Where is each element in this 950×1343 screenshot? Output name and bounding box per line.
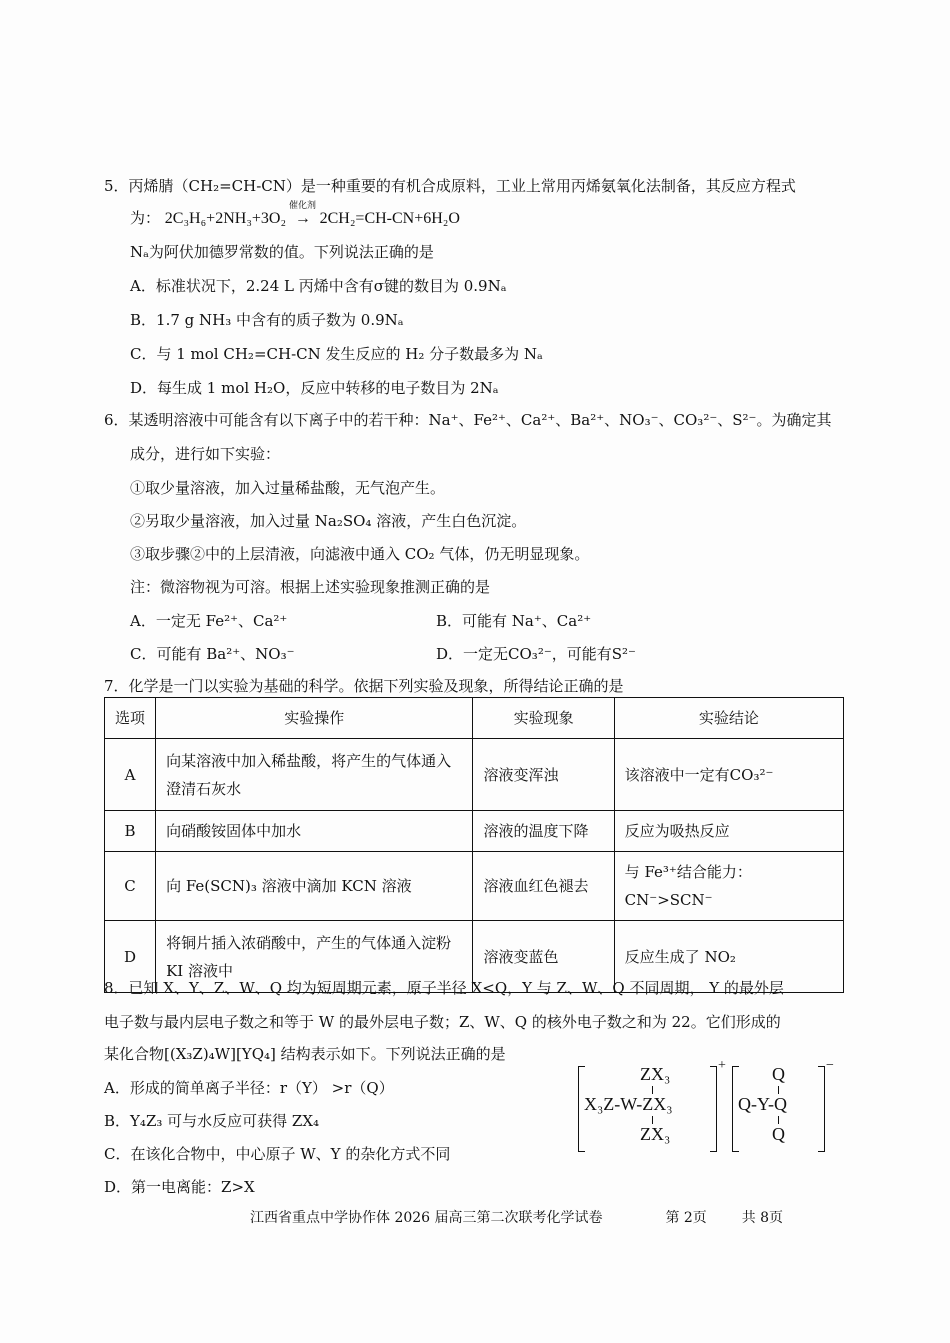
experiment-table	[104, 697, 844, 993]
anion-bond-up	[778, 1086, 779, 1094]
footer-title: 江西省重点中学协作体 2026 届高三第二次联考化学试卷	[250, 1210, 603, 1226]
equation-left: 2C₃H₆+2NH₃+3O₂	[164, 210, 287, 227]
row-option: C	[105, 852, 156, 921]
header-conclusion: 实验结论	[614, 698, 843, 739]
q6-option-d: D．一定无CO₃²⁻，可能有S²⁻	[436, 645, 636, 663]
q5-stem-prefix: 为：	[130, 209, 161, 227]
anion-top-q: Q	[772, 1064, 785, 1084]
q6-step3: ③取步骤②中的上层清液，向滤液中通入 CO₂ 气体，仍无明显现象。	[130, 545, 590, 563]
q6-option-a: A．一定无 Fe²⁺、Ca²⁺	[130, 612, 288, 630]
footer-page: 第 2页	[665, 1210, 707, 1226]
row-operation: 向硝酸铵固体中加水	[156, 811, 473, 852]
cation-middle-chain: X₃Z-W-ZX₃	[584, 1094, 673, 1114]
q6-note: 注：微溶物视为可溶。根据上述实验现象推测正确的是	[130, 578, 491, 596]
equation-right: 2CH₂=CH-CN+6H₂O	[319, 210, 460, 227]
q8-option-d: D．第一电离能：Z>X	[104, 1178, 255, 1196]
row-option: D	[105, 921, 156, 993]
table-row	[105, 852, 844, 921]
bond-up	[652, 1086, 653, 1094]
header-option: 选项	[105, 698, 156, 739]
q6-step2: ②另取少量溶液，加入过量 Na₂SO₄ 溶液，产生白色沉淀。	[130, 512, 527, 530]
q7-stem: 7．化学是一门以实验为基础的科学。依据下列实验及现象，所得结论正确的是	[104, 677, 624, 695]
table-row	[105, 739, 844, 811]
row-phenomenon: 溶液变蓝色	[473, 921, 614, 993]
row-phenomenon: 溶液血红色褪去	[473, 852, 614, 921]
table-row	[105, 811, 844, 852]
q5-equation-line	[130, 208, 460, 229]
q8-stem-line1: 8．已知 X、Y、Z、W、Q 均为短周期元素，原子半径 X<Q，Y 与 Z、W、Q 不同周期， Y 的最外层	[104, 979, 784, 997]
row-option: A	[105, 739, 156, 811]
anion-bottom-q: Q	[772, 1124, 785, 1144]
q6-step1: ①取少量溶液，加入过量稀盐酸，无气泡产生。	[130, 479, 446, 497]
q5-stem-line3: Nₐ为阿伏加德罗常数的值。下列说法正确的是	[130, 243, 434, 261]
cation-bracket-right	[710, 1066, 717, 1152]
row-phenomenon: 溶液变浑浊	[473, 739, 614, 811]
cation-top-group: ZX₃	[640, 1064, 671, 1084]
anion-bracket-right	[818, 1066, 825, 1152]
q8-option-b: B．Y₄Z₃ 可与水反应可获得 ZX₄	[104, 1112, 320, 1130]
reaction-arrow: →	[294, 210, 311, 227]
q5-option-b: B．1.7 g NH₃ 中含有的质子数为 0.9Nₐ	[130, 311, 404, 329]
q6-option-c: C．可能有 Ba²⁺、NO₃⁻	[130, 645, 295, 663]
q5-option-d: D．每生成 1 mol H₂O，反应中转移的电子数目为 2Nₐ	[130, 379, 499, 397]
q6-option-b: B．可能有 Na⁺、Ca²⁺	[436, 612, 592, 630]
footer-total: 共 8页	[741, 1210, 784, 1226]
row-conclusion: 该溶液中一定有CO₃²⁻	[614, 739, 843, 811]
q5-option-a: A．标准状况下，2.24 L 丙烯中含有σ键的数目为 0.9Nₐ	[130, 277, 507, 295]
q5-stem-line1: 5．丙烯腈（CH₂=CH-CN）是一种重要的有机合成原料，工业上常用丙烯氨氧化法制备，其反应方程式	[104, 177, 796, 195]
table-header-row	[105, 698, 844, 739]
row-operation: 将铜片插入浓硝酸中，产生的气体通入淀粉 KI 溶液中	[156, 921, 473, 993]
catalyst-label: 催化剂	[289, 201, 317, 211]
anion-bond-down	[778, 1116, 779, 1124]
cation-charge: +	[718, 1058, 726, 1073]
compound-structure	[578, 1058, 840, 1154]
row-option: B	[105, 811, 156, 852]
q6-stem-line1: 6．某透明溶液中可能含有以下离子中的若干种：Na⁺、Fe²⁺、Ca²⁺、Ba²⁺、NO₃⁻、CO₃²⁻、S²⁻。为确定其	[104, 411, 832, 429]
anion-charge: −	[826, 1058, 834, 1073]
header-operation: 实验操作	[156, 698, 473, 739]
q8-stem-line3: 某化合物[(X₃Z)₄W][YQ₄] 结构表示如下。下列说法正确的是	[104, 1045, 506, 1063]
header-phenomenon: 实验现象	[473, 698, 614, 739]
q8-option-a: A．形成的简单离子半径：r（Y） >r（Q）	[104, 1079, 394, 1097]
row-conclusion: 反应生成了 NO₂	[614, 921, 843, 993]
row-operation: 向 Fe(SCN)₃ 溶液中滴加 KCN 溶液	[156, 852, 473, 921]
q8-stem-line2: 电子数与最内层电子数之和等于 W 的最外层电子数；Z、W、Q 的核外电子数之和为 22。它们形成的	[104, 1013, 781, 1031]
row-operation: 向某溶液中加入稀盐酸，将产生的气体通入澄清石灰水	[156, 739, 473, 811]
row-phenomenon: 溶液的温度下降	[473, 811, 614, 852]
q5-option-c: C．与 1 mol CH₂=CH-CN 发生反应的 H₂ 分子数最多为 Nₐ	[130, 345, 543, 363]
bond-down	[652, 1116, 653, 1124]
q8-option-c: C．在该化合物中，中心原子 W、Y 的杂化方式不同	[104, 1145, 451, 1163]
anion-middle-chain: Q-Y-Q	[738, 1094, 787, 1114]
row-conclusion: 反应为吸热反应	[614, 811, 843, 852]
cation-bottom-group: ZX₃	[640, 1124, 671, 1144]
page-footer	[250, 1207, 783, 1227]
row-conclusion: 与 Fe³⁺结合能力：CN⁻>SCN⁻	[614, 852, 843, 921]
q6-stem-line2: 成分，进行如下实验：	[130, 445, 281, 463]
